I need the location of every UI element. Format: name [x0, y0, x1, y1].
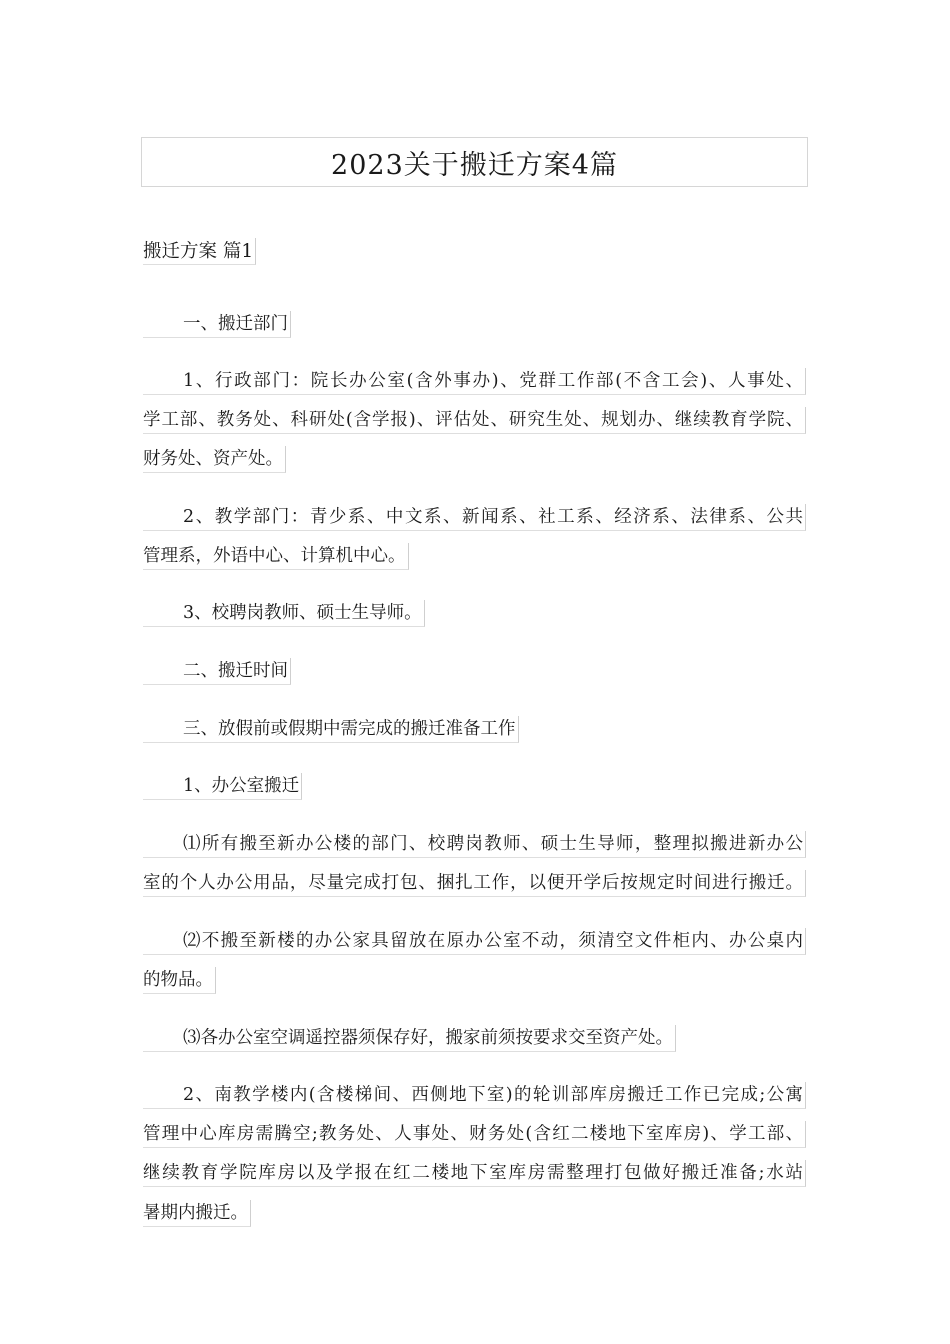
paragraph-line: 暑期内搬迁。: [143, 1200, 251, 1227]
section-heading: 搬迁方案 篇1: [143, 238, 256, 265]
heading-departments: 一、搬迁部门: [143, 311, 291, 338]
paragraph-line: 室的个人办公用品，尽量完成打包、捆扎工作，以便开学后按规定时间进行搬迁。: [143, 870, 806, 897]
paragraph-line: 管理中心库房需腾空;教务处、人事处、财务处(含红二楼地下室库房)、学工部、: [143, 1121, 806, 1148]
paragraph-line: ⑴所有搬至新办公楼的部门、校聘岗教师、硕士生导师，整理拟搬进新办公: [143, 831, 806, 858]
heading-office-move: 1、办公室搬迁: [143, 773, 302, 800]
paragraph-line: 2、南教学楼内(含楼梯间、西侧地下室)的轮训部库房搬迁工作已完成;公寓: [143, 1082, 806, 1109]
paragraph-line: 管理系，外语中心、计算机中心。: [143, 543, 409, 570]
paragraph-line: 学工部、教务处、科研处(含学报)、评估处、研究生处、规划办、继续教育学院、: [143, 407, 806, 434]
paragraph-line: ⑵不搬至新楼的办公家具留放在原办公室不动，须清空文件柜内、办公桌内: [143, 928, 806, 955]
paragraph-line: 1、行政部门：院长办公室(含外事办)、党群工作部(不含工会)、人事处、: [143, 368, 806, 395]
paragraph-line: 3、校聘岗教师、硕士生导师。: [143, 600, 425, 627]
paragraph-line: 继续教育学院库房以及学报在红二楼地下室库房需整理打包做好搬迁准备;水站: [143, 1160, 806, 1187]
paragraph-line: 的物品。: [143, 967, 216, 994]
paragraph-line: 2、教学部门：青少系、中文系、新闻系、社工系、经济系、法律系、公共: [143, 504, 806, 531]
heading-preparation: 三、放假前或假期中需完成的搬迁准备工作: [143, 716, 519, 743]
heading-time: 二、搬迁时间: [143, 658, 291, 685]
paragraph-line: 财务处、资产处。: [143, 446, 286, 473]
document-title: 2023关于搬迁方案4篇: [141, 137, 808, 187]
paragraph-line: ⑶各办公室空调遥控器须保存好，搬家前须按要求交至资产处。: [143, 1025, 676, 1052]
